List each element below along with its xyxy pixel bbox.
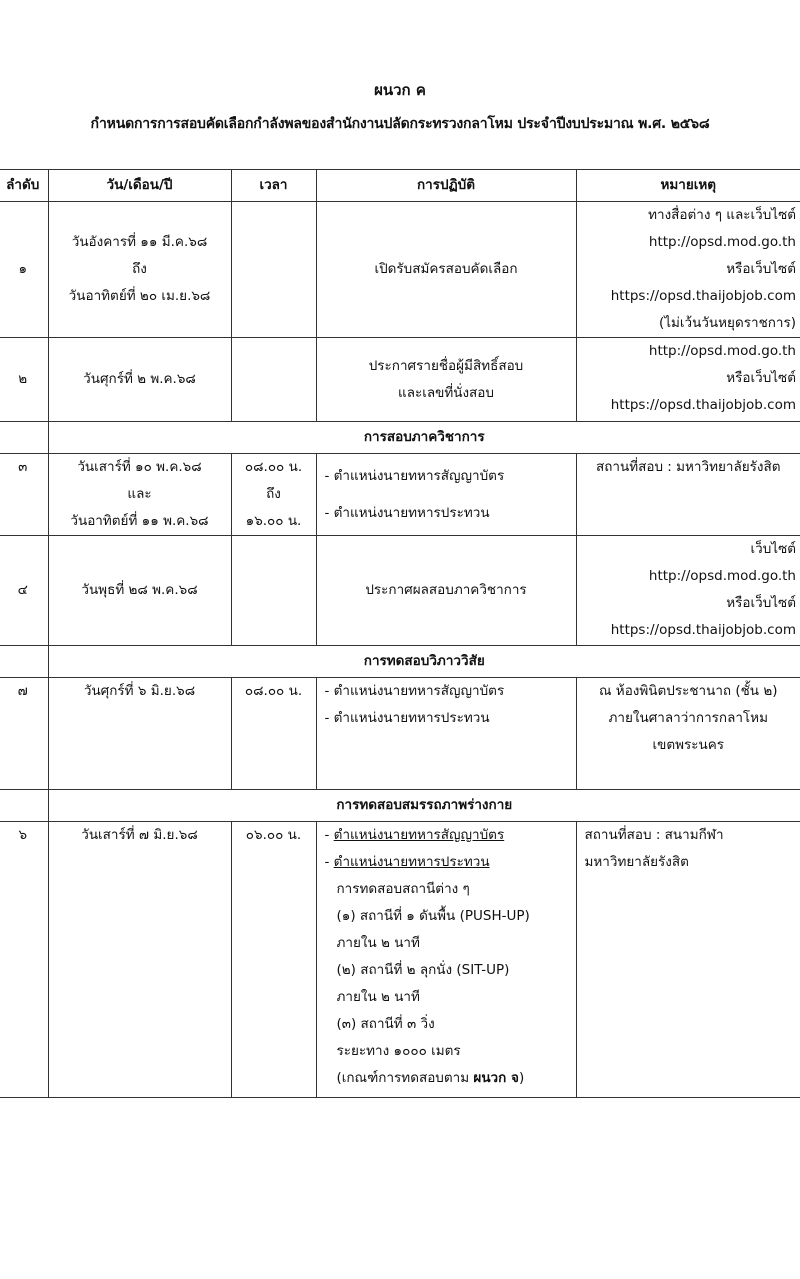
row-action: - ตำแหน่งนายทหารสัญญาบัตร - ตำแหน่งนายทหารประทวน <box>316 678 576 790</box>
row-action: - ตำแหน่งนายทหารสัญญาบัตร - ตำแหน่งนายทหารประทวน การทดสอบสถานีต่าง ๆ (๑) สถานีที่ ๑ ดันพื้น (PUSH-UP) ภายใน ๒ นาที (๒) สถานีที่ ๒ ลุกนั่ง (SIT-UP) ภายใน ๒ นาที (๓) สถานีที่ ๓ วิ่ง ระยะทาง ๑๐๐๐ เมตร (เกณฑ์การทดสอบตาม ผนวก จ) <box>316 822 576 1098</box>
col-header-time: เวลา <box>231 170 316 202</box>
row-date: วันเสาร์ที่ ๗ มิ.ย.๖๘ <box>48 822 231 1098</box>
section-academic-title: การสอบภาควิชาการ <box>48 422 800 454</box>
section-row <box>0 790 800 822</box>
row-date: วันศุกร์ที่ ๖ มิ.ย.๖๘ <box>48 678 231 790</box>
row-time <box>231 202 316 338</box>
table-header-row <box>0 170 800 202</box>
row-time <box>231 338 316 422</box>
table-row <box>0 202 800 338</box>
table-row <box>0 678 800 790</box>
col-header-date: วัน/เดือน/ปี <box>48 170 231 202</box>
row-remark: เว็บไซต์ http://opsd.mod.go.th หรือเว็บไซต์ https://opsd.thaijobjob.com <box>576 536 800 646</box>
col-header-action: การปฏิบัติ <box>316 170 576 202</box>
row-remark: ทางสื่อต่าง ๆ และเว็บไซต์ http://opsd.mod.go.th หรือเว็บไซต์ https://opsd.thaijobjob.com (ไม่เว้นวันหยุดราชการ) <box>576 202 800 338</box>
row-time <box>231 536 316 646</box>
col-header-remark: หมายเหตุ <box>576 170 800 202</box>
row-number: ๖ <box>0 822 48 1098</box>
row-remark: ณ ห้องพินิตประชานาถ (ชั้น ๒) ภายในศาลาว่าการกลาโหม เขตพระนคร <box>576 678 800 790</box>
row-action: ประกาศรายชื่อผู้มีสิทธิ์สอบ และเลขที่นั่งสอบ <box>316 338 576 422</box>
row-action: เปิดรับสมัครสอบคัดเลือก <box>316 202 576 338</box>
row-date: วันอังคารที่ ๑๑ มี.ค.๖๘ ถึง วันอาทิตย์ที่ ๒๐ เม.ย.๖๘ <box>48 202 231 338</box>
row-remark: http://opsd.mod.go.th หรือเว็บไซต์ https://opsd.thaijobjob.com <box>576 338 800 422</box>
row-number: ๒ <box>0 338 48 422</box>
table-row <box>0 536 800 646</box>
row-number: ๗ <box>0 678 48 790</box>
row-time: ๐๘.๐๐ น. ถึง ๑๖.๐๐ น. <box>231 454 316 536</box>
row-remark: สถานที่สอบ : มหาวิทยาลัยรังสิต <box>576 454 800 536</box>
row-number: ๔ <box>0 536 48 646</box>
schedule-table <box>0 169 800 1098</box>
section-interview-title: การทดสอบวิภาววิสัย <box>48 646 800 678</box>
document-subtitle: กำหนดการการสอบคัดเลือกกำลังพลของสำนักงานปลัดกระทรวงกลาโหม ประจำปีงบประมาณ พ.ศ. ๒๕๖๘ <box>90 116 710 132</box>
col-header-no: ลำดับ <box>0 170 48 202</box>
row-action: ประกาศผลสอบภาควิชาการ <box>316 536 576 646</box>
row-number: ๑ <box>0 202 48 338</box>
row-number: ๓ <box>0 454 48 536</box>
section-row <box>0 422 800 454</box>
table-row <box>0 338 800 422</box>
row-time: ๐๖.๐๐ น. <box>231 822 316 1098</box>
row-date: วันเสาร์ที่ ๑๐ พ.ค.๖๘ และ วันอาทิตย์ที่ ๑๑ พ.ค.๖๘ <box>48 454 231 536</box>
row-action: - ตำแหน่งนายทหารสัญญาบัตร - ตำแหน่งนายทหารประทวน <box>316 454 576 536</box>
annex-title: ผนวก ค <box>374 81 426 99</box>
row-date: วันพุธที่ ๒๘ พ.ค.๖๘ <box>48 536 231 646</box>
section-physical-title: การทดสอบสมรรถภาพร่างกาย <box>48 790 800 822</box>
table-row <box>0 822 800 1098</box>
row-remark: สถานที่สอบ : สนามกีฬา มหาวิทยาลัยรังสิต <box>576 822 800 1098</box>
table-row <box>0 454 800 536</box>
section-row <box>0 646 800 678</box>
row-date: วันศุกร์ที่ ๒ พ.ค.๖๘ <box>48 338 231 422</box>
row-time: ๐๘.๐๐ น. <box>231 678 316 790</box>
criteria-note: (เกณฑ์การทดสอบตาม ผนวก จ) <box>336 1070 525 1086</box>
